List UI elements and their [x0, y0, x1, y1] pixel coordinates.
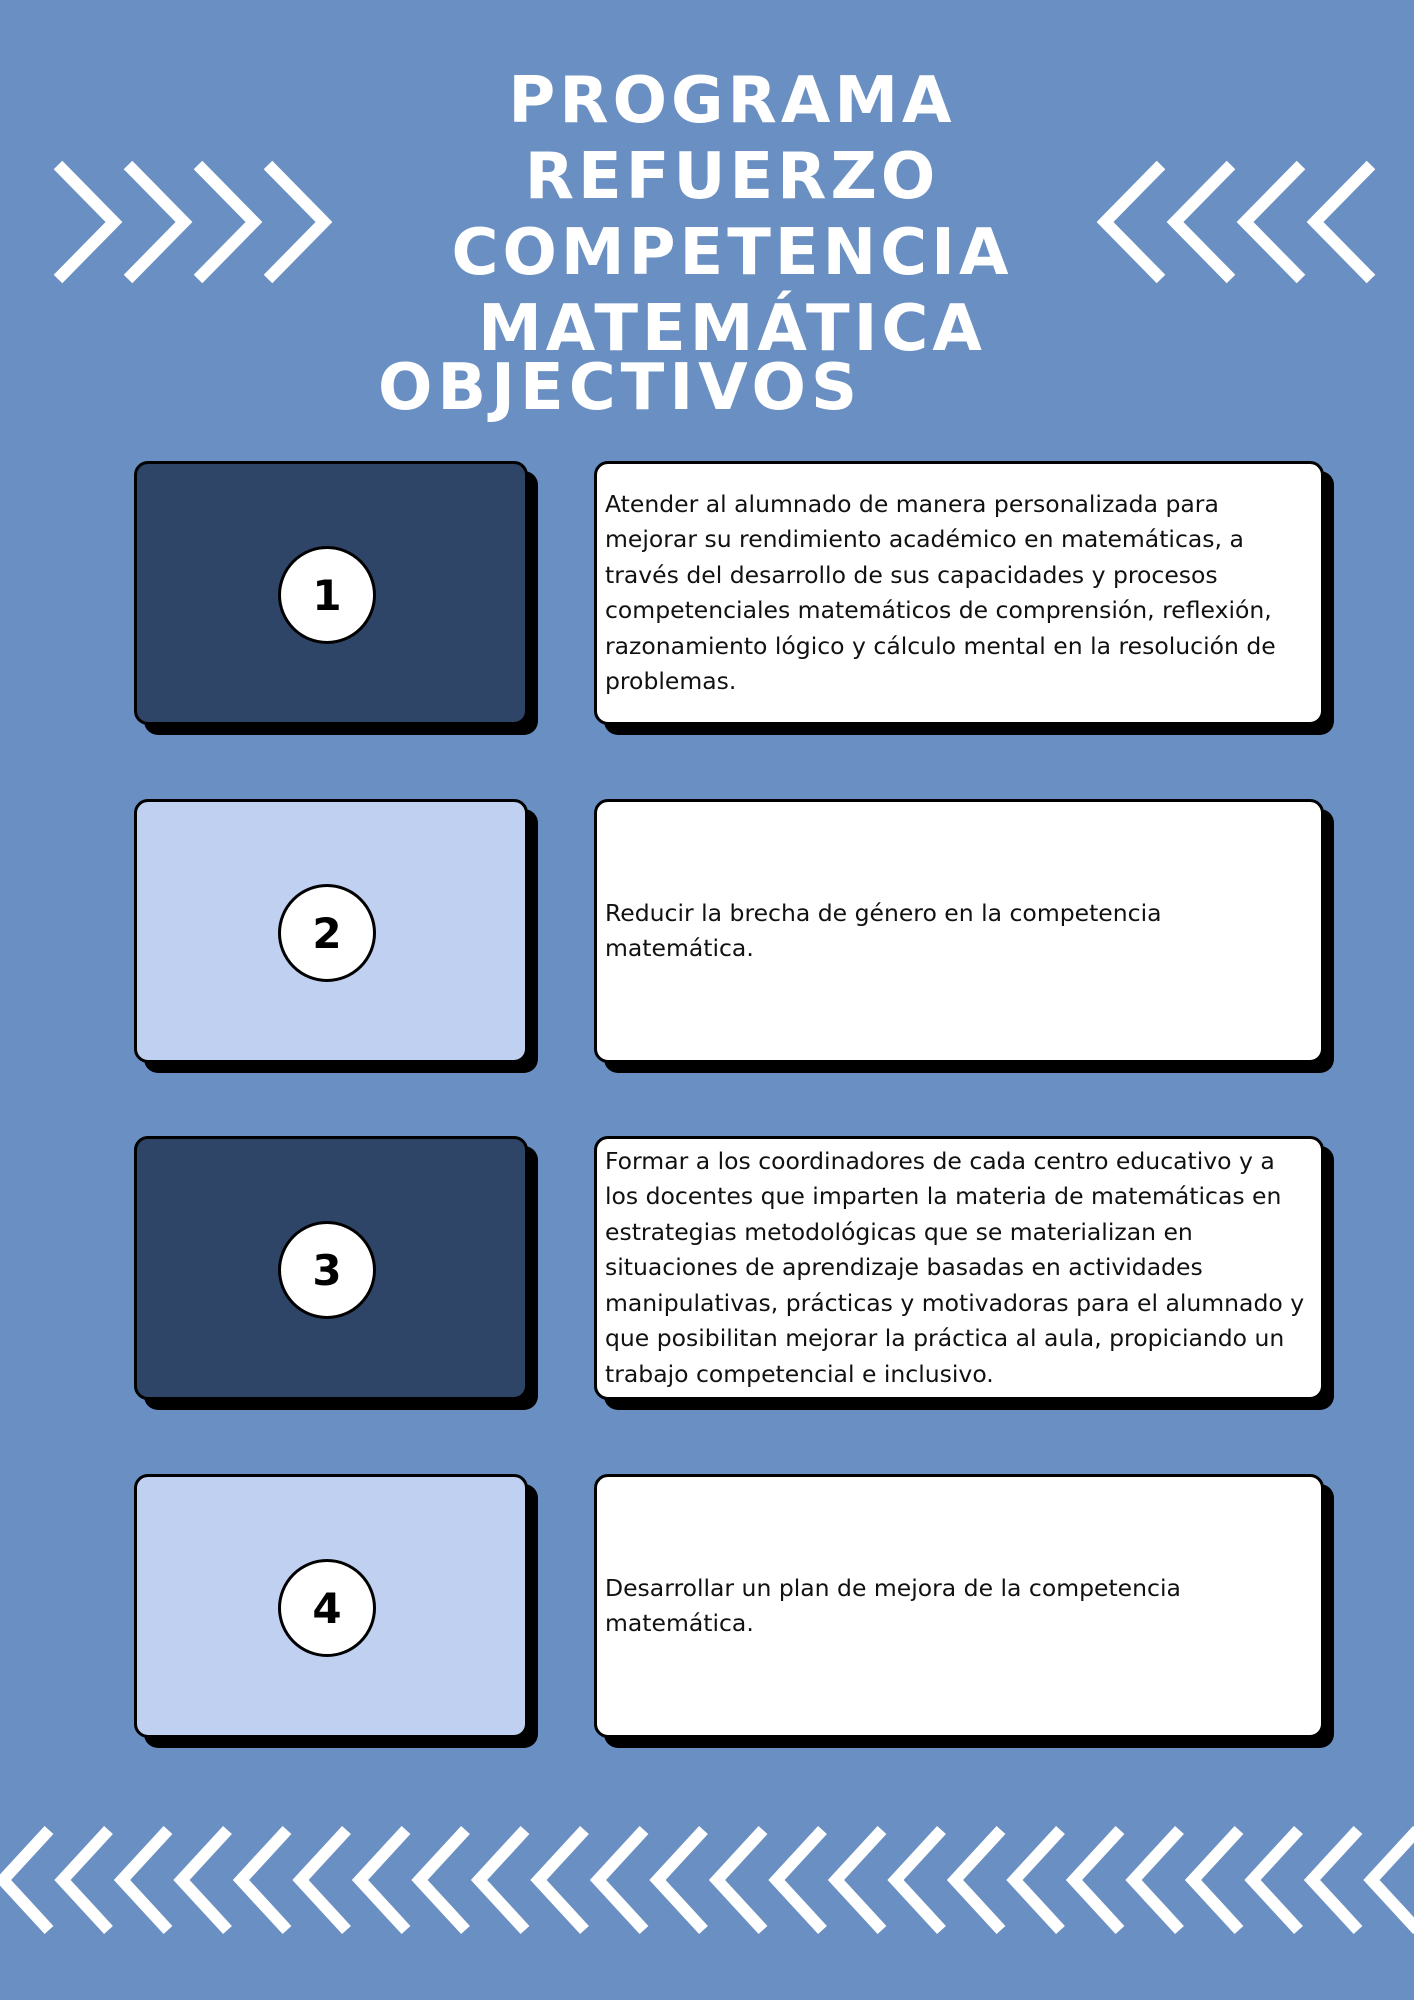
objective-text-4: Desarrollar un plan de mejora de la competencia matemática.: [605, 1573, 1181, 1637]
objective-number-2: 2: [278, 884, 376, 982]
chevron-left-icon: [1312, 1830, 1358, 1930]
objective-number-1: 1: [278, 546, 376, 644]
chevron-left-icon: [836, 1830, 882, 1930]
objective-text-card-2: [594, 799, 1324, 1063]
left-chevron-decoration: [55, 160, 345, 290]
section-title: OBJECTIVOS: [377, 351, 863, 425]
chevron-right-icon: [128, 165, 184, 279]
objective-text-card-1: [594, 461, 1324, 725]
objective-number-card-3: [134, 1136, 528, 1400]
chevron-left-icon: [360, 1830, 406, 1930]
chevron-left-icon: [479, 1830, 525, 1930]
chevron-left-icon: [1134, 1830, 1180, 1930]
objective-number-4: 4: [278, 1559, 376, 1657]
chevron-left-icon: [955, 1830, 1001, 1930]
chevron-left-icon: [658, 1830, 704, 1930]
page-title: [307, 63, 1157, 367]
chevron-right-icon: [198, 165, 254, 279]
objective-text-card-3: [594, 1136, 1324, 1400]
chevron-left-icon: [539, 1830, 585, 1930]
chevron-left-icon: [3, 1830, 49, 1930]
chevron-left-icon: [717, 1830, 763, 1930]
objective-number-card-2: [134, 799, 528, 1063]
chevron-left-icon: [1074, 1830, 1120, 1930]
chevron-left-icon: [1015, 1830, 1061, 1930]
chevron-right-icon: [58, 165, 114, 279]
bottom-chevron-decoration: [0, 1826, 1414, 1936]
objective-text-2: Reducir la brecha de género en la competencia matemática.: [605, 898, 1162, 962]
chevron-left-icon: [241, 1830, 287, 1930]
right-chevron-decoration: [1095, 160, 1385, 290]
objective-number-3: 3: [278, 1221, 376, 1319]
chevron-left-icon: [1253, 1830, 1299, 1930]
title-line-3: MATEMÁTICA: [478, 292, 986, 366]
chevron-left-icon: [122, 1830, 168, 1930]
objective-text-card-4: [594, 1474, 1324, 1738]
objective-number-card-4: [134, 1474, 528, 1738]
title-line-2: COMPETENCIA: [451, 216, 1013, 290]
objective-number-card-1: [134, 461, 528, 725]
chevron-left-icon: [301, 1830, 347, 1930]
chevron-left-icon: [896, 1830, 942, 1930]
chevron-left-icon: [1193, 1830, 1239, 1930]
chevron-left-icon: [1105, 165, 1161, 279]
chevron-left-icon: [1175, 165, 1231, 279]
chevron-left-icon: [777, 1830, 823, 1930]
chevron-left-icon: [63, 1830, 109, 1930]
chevron-left-icon: [1315, 165, 1371, 279]
objective-text-1: Atender al alumnado de manera personalizada para mejorar su rendimiento académico en matemáticas, a través del desarrollo de sus capacidades y procesos competenciales matemáticos de comprensión, reflexión, razonamiento lógico y cálculo mental en la resolución de problemas.: [605, 489, 1276, 695]
chevron-left-icon: [1372, 1830, 1414, 1930]
chevron-left-icon: [182, 1830, 228, 1930]
objective-text-3: Formar a los coordinadores de cada centro educativo y a los docentes que imparten la materia de matemáticas en estrategias metodológicas que se materializan en situaciones de aprendizaje basadas en actividades manipulativas, prácticas y motivadoras para el alumnado y que posibilitan mejorar la práctica al aula, propiciando un trabajo competencial e inclusivo.: [605, 1146, 1305, 1388]
chevron-left-icon: [598, 1830, 644, 1930]
chevron-left-icon: [1245, 165, 1301, 279]
chevron-left-icon: [420, 1830, 466, 1930]
title-line-1: PROGRAMA REFUERZO: [508, 64, 956, 214]
